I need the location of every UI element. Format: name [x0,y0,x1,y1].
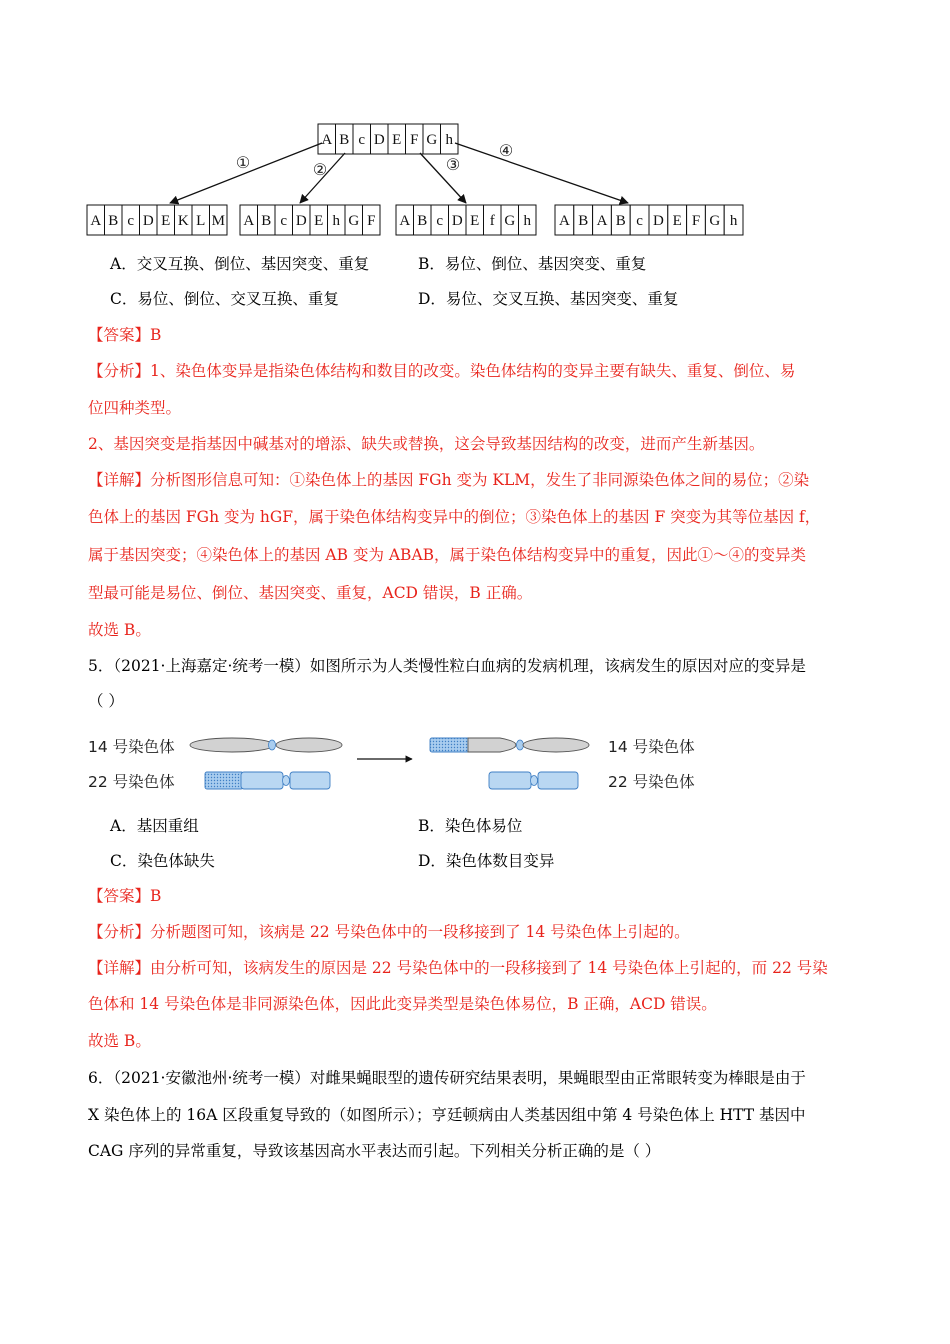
result-chromosome-1-gene-label: A [90,213,102,229]
chromosome-14-after [430,738,589,752]
result-chromosome-2-gene-label: D [295,213,307,229]
result-chromosome-4-gene-label: c [636,213,643,229]
variation-marker-2: ② [312,162,328,179]
q5-option-d[interactable]: D．染色体数目变异 [418,852,555,870]
variation-marker-3: ③ [445,157,461,174]
q6-stem-line: X 染色体上的 16A 区段重复导致的（如图所示）；亨廷顿病由人类基因组中第 4 号染色体上 HTT 基因中 [88,1106,806,1124]
original-chromosome-gene-label: A [321,132,333,148]
result-chromosomes [87,205,743,235]
result-chromosome-1-gene-label: D [142,213,154,229]
result-chromosome-3-gene-label: B [417,213,428,229]
result-chromosome-3-gene-label: c [436,213,444,229]
original-chromosome-gene-label: E [392,132,402,148]
original-chromosome-gene-label: F [410,132,419,148]
result-chromosome-4-gene-label: h [729,213,738,229]
original-chromosome-gene-label: c [358,132,366,148]
result-chromosome-3-gene-label: E [470,213,480,229]
q5-option-a[interactable]: A．基因重组 [110,817,199,835]
result-chromosome-1 [87,205,227,235]
result-chromosome-2-gene-label: A [243,213,255,229]
result-chromosome-2-gene-label: G [348,213,360,229]
label-chromosome-22-before: 22 号染色体 [88,773,175,791]
label-chromosome-22-after: 22 号染色体 [608,773,695,791]
q4-option-b[interactable]: B．易位、倒位、基因突变、重复 [418,255,647,273]
result-chromosome-4-gene-label: E [672,213,682,229]
original-chromosome-gene-label: B [339,132,350,148]
chromosome-22-after [489,772,578,789]
result-chromosome-3-gene-label: A [399,213,411,229]
q6-stem-line: 6．（2021·安徽池州·统考一模）对雌果蝇眼型的遗传研究结果表明，果蝇眼型由正常眼转变为棒眼是由于 [88,1069,806,1087]
result-chromosome-1-gene-label: c [127,213,135,229]
result-chromosome-1-gene-label: E [161,213,171,229]
result-chromosome-2-gene-label: c [280,213,288,229]
q5-detail-line: 【详解】由分析可知，该病发生的原因是 22 号染色体中的一段移接到了 14 号染色体上引起的，而 22 号染 [88,959,828,977]
q4-conclusion: 故选 B。 [88,621,151,639]
q5-analysis: 【分析】分析题图可知，该病是 22 号染色体中的一段移接到了 14 号染色体上引起的。 [88,923,690,941]
q5-stem-line: 5．（2021·上海嘉定·统考一模）如图所示为人类慢性粒白血病的发病机理，该病发生的原因对应的变异是 [88,657,806,675]
result-chromosome-2-gene-label: E [314,213,324,229]
result-chromosome-3-gene-label: f [489,213,495,229]
variation-marker-4: ④ [498,143,514,160]
result-chromosome-4-gene-label: A [558,213,570,229]
result-chromosome-1-gene-label: L [196,213,206,229]
q6-stem-line: CAG 序列的异常重复，导致该基因高水平表达而引起。下列相关分析正确的是（ ） [88,1142,661,1160]
q4-detail-line: 【详解】分析图形信息可知：①染色体上的基因 FGh 变为 KLM，发生了非同源染色体之间的易位；②染 [88,471,810,489]
result-chromosome-3 [396,205,536,235]
result-chromosome-4-gene-label: A [596,213,608,229]
q4-detail-line: 属于基因突变；④染色体上的基因 AB 变为 ABAB，属于染色体结构变异中的重复，因此①～④的变异类 [88,546,807,564]
q5-option-b[interactable]: B．染色体易位 [418,817,523,835]
q4-detail-line: 色体上的基因 FGh 变为 hGF，属于染色体结构变异中的倒位；③染色体上的基因 F 突变为其等位基因 f， [88,508,821,526]
original-chromosome [318,124,458,154]
result-chromosome-4 [555,205,743,235]
q4-analysis-line: 2、基因突变是指基因中碱基对的增添、缺失或替换，这会导致基因结构的改变，进而产生新基因。 [88,435,765,453]
chromosome-22-before [205,772,330,789]
result-chromosome-2-gene-label: F [367,213,376,229]
result-chromosome-2 [240,205,380,235]
result-chromosome-2-gene-label: B [261,213,272,229]
q4-answer: 【答案】B [88,326,162,344]
result-chromosome-3-gene-label: D [451,213,463,229]
q5-stem-line: （ ） [88,692,124,710]
variation-diagram [0,0,950,245]
original-chromosome-gene-label: G [426,132,438,148]
result-chromosome-3-gene-label: h [523,213,531,229]
q4-option-c[interactable]: C．易位、倒位、交叉互换、重复 [110,290,339,308]
q5-detail-line: 色体和 14 号染色体是非同源染色体，因此此变异类型是染色体易位，B 正确，ACD 错误。 [88,995,717,1013]
result-chromosome-1-gene-label: M [211,213,225,229]
result-chromosome-2-gene-label: h [332,213,340,229]
chromosome-14-before [190,738,342,752]
q4-detail-line: 型最可能是易位、倒位、基因突变、重复，ACD 错误，B 正确。 [88,584,533,602]
variation-marker-1: ① [235,155,251,172]
q5-conclusion: 故选 B。 [88,1032,151,1050]
original-chromosome-gene-label: h [445,132,453,148]
q5-option-c[interactable]: C．染色体缺失 [110,852,215,870]
q4-option-d[interactable]: D．易位、交叉互换、基因突变、重复 [418,290,679,308]
result-chromosome-1-gene-label: B [108,213,119,229]
original-chromosome-gene-label: D [373,132,385,148]
label-chromosome-14-after: 14 号染色体 [608,738,695,756]
translocation-figure [0,725,950,800]
result-chromosome-4-gene-label: G [709,213,721,229]
label-chromosome-14-before: 14 号染色体 [88,738,175,756]
q4-option-a[interactable]: A．交叉互换、倒位、基因突变、重复 [110,255,370,273]
q4-analysis-line: 【分析】1、染色体变异是指染色体结构和数目的改变。染色体结构的变异主要有缺失、重复、倒位、易 [88,362,796,380]
q5-answer: 【答案】B [88,887,162,905]
result-chromosome-4-gene-label: F [691,213,701,229]
result-chromosome-4-gene-label: B [578,213,589,229]
result-chromosome-3-gene-label: G [504,213,516,229]
result-chromosome-1-gene-label: K [177,213,189,229]
q4-analysis-line: 位四种类型。 [88,399,182,417]
result-chromosome-4-gene-label: D [652,213,664,229]
result-chromosome-4-gene-label: B [615,213,626,229]
